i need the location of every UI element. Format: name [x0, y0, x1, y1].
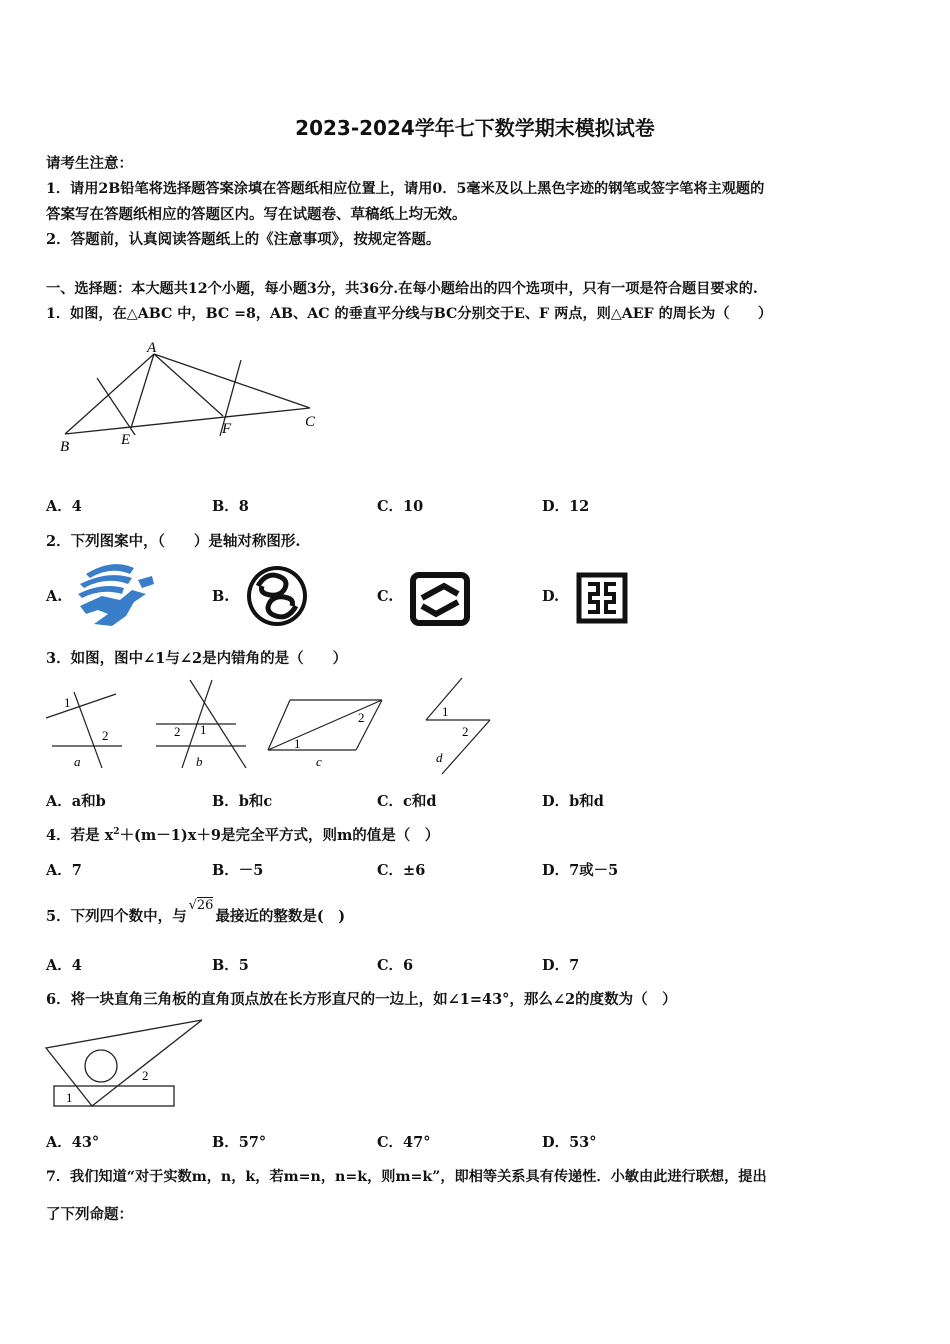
q6-option-d[interactable]: D．53°	[542, 1134, 597, 1151]
runner-logo-icon	[72, 560, 158, 628]
q2-option-c[interactable]: C.	[377, 588, 394, 605]
q6-option-a[interactable]: A．43°	[46, 1134, 100, 1151]
q5-option-c[interactable]: C．6	[377, 957, 414, 974]
q3-option-a[interactable]: A．a和b	[46, 793, 106, 810]
label-F: F	[222, 421, 232, 437]
question-6-text: 6．将一块直角三角板的直角顶点放在长方形直尺的一边上，如∠1=43°，那么∠2的度数为（ ）	[46, 991, 677, 1008]
q2-option-d[interactable]: D.	[542, 588, 560, 605]
question-5-text: 5．下列四个数中，与√26最接近的整数是( )	[46, 898, 346, 925]
q4-option-a[interactable]: A．7	[46, 862, 82, 879]
fig-a-label: a	[74, 754, 81, 769]
q1-option-d[interactable]: D．12	[542, 498, 590, 515]
fig-b-label: b	[196, 754, 203, 769]
label-B: B	[60, 439, 70, 455]
q4-option-c[interactable]: C．±6	[377, 862, 426, 879]
fig-c-angle-2: 2	[358, 710, 365, 725]
knot-pattern-icon	[410, 572, 470, 626]
q2-option-a[interactable]: A.	[46, 588, 63, 605]
q5-option-d[interactable]: D．7	[542, 957, 580, 974]
fig-a-angle-2: 2	[102, 728, 109, 743]
q6-angle-1: 1	[66, 1090, 73, 1105]
question-4-text: 4．若是 $x^2+(m-1)x+9$是完全平方式，则m的值是（ ）	[46, 827, 440, 844]
q3-option-c[interactable]: C．c和d	[377, 793, 437, 810]
question-3-text: 3．如图，图中∠1与∠2是内错角的是（ ）	[46, 650, 348, 667]
q4-option-d[interactable]: D．7或－5	[542, 862, 619, 879]
spiral-emblem-icon	[244, 564, 310, 628]
section-heading: 一、选择题：本大题共12个小题，每小题3分，共36分.在每小题给出的四个选项中，只有一项是符合题目要求的.	[46, 281, 758, 297]
q4-option-b[interactable]: B．－5	[212, 862, 264, 879]
label-C: C	[305, 414, 316, 430]
fig-d-angle-1: 1	[442, 704, 449, 719]
maze-pattern-icon	[576, 572, 628, 624]
sqrt-radicand: 26	[196, 898, 214, 913]
question-6-figure	[44, 1016, 208, 1110]
q2-option-b[interactable]: B.	[212, 588, 230, 605]
q6-angle-2: 2	[142, 1068, 149, 1083]
question-1-figure	[55, 338, 325, 458]
q6-option-b[interactable]: B．57°	[212, 1134, 267, 1151]
question-1-text: 1．如图，在△ABC 中，BC =8，AB、AC 的垂直平分线与BC分别交于E、F 两点，则△AEF 的周长为（ ）	[46, 306, 773, 322]
q1-option-c[interactable]: C．10	[377, 498, 424, 515]
notice-header: 请考生注意：	[46, 155, 133, 172]
question-2-text: 2．下列图案中，（ ）是轴对称图形.	[46, 533, 301, 550]
question-7-line-2: 了下列命题：	[46, 1206, 133, 1223]
label-E: E	[121, 432, 131, 448]
q3-option-d[interactable]: D．b和d	[542, 793, 604, 810]
notice-line-2: 2．答题前，认真阅读答题纸上的《注意事项》，按规定答题。	[46, 231, 441, 248]
q3-option-b[interactable]: B．b和c	[212, 793, 273, 810]
notice-line-1b: 答案写在答题纸相应的答题区内。写在试题卷、草稿纸上均无效。	[46, 206, 467, 223]
question-7-line-1: 7．我们知道“对于实数m，n，k，若m=n，n=k，则m=k”，即相等关系具有传递性．小敏由此进行联想，提出	[46, 1169, 767, 1185]
notice-line-1: 1．请用2B铅笔将选择题答案涂填在答题纸相应位置上，请用0．5毫米及以上黑色字迹的钢笔或签字笔将主观题的	[46, 181, 765, 197]
q1-option-a[interactable]: A．4	[46, 498, 82, 515]
q5-option-b[interactable]: B．5	[212, 957, 249, 974]
fig-b-angle-1: 1	[200, 722, 207, 737]
page-title: 2023-2024学年七下数学期末模拟试卷	[295, 116, 655, 140]
q6-option-c[interactable]: C．47°	[377, 1134, 431, 1151]
fig-a-angle-1: 1	[64, 695, 71, 710]
fig-c-label: c	[316, 754, 322, 769]
fig-b-angle-2: 2	[174, 724, 181, 739]
q5-option-a[interactable]: A．4	[46, 957, 82, 974]
label-A: A	[147, 340, 157, 356]
fig-d-angle-2: 2	[462, 724, 469, 739]
q1-option-b[interactable]: B．8	[212, 498, 249, 515]
question-3-figures	[44, 676, 504, 776]
fig-d-label: d	[436, 750, 443, 765]
fig-c-angle-1: 1	[294, 736, 301, 751]
